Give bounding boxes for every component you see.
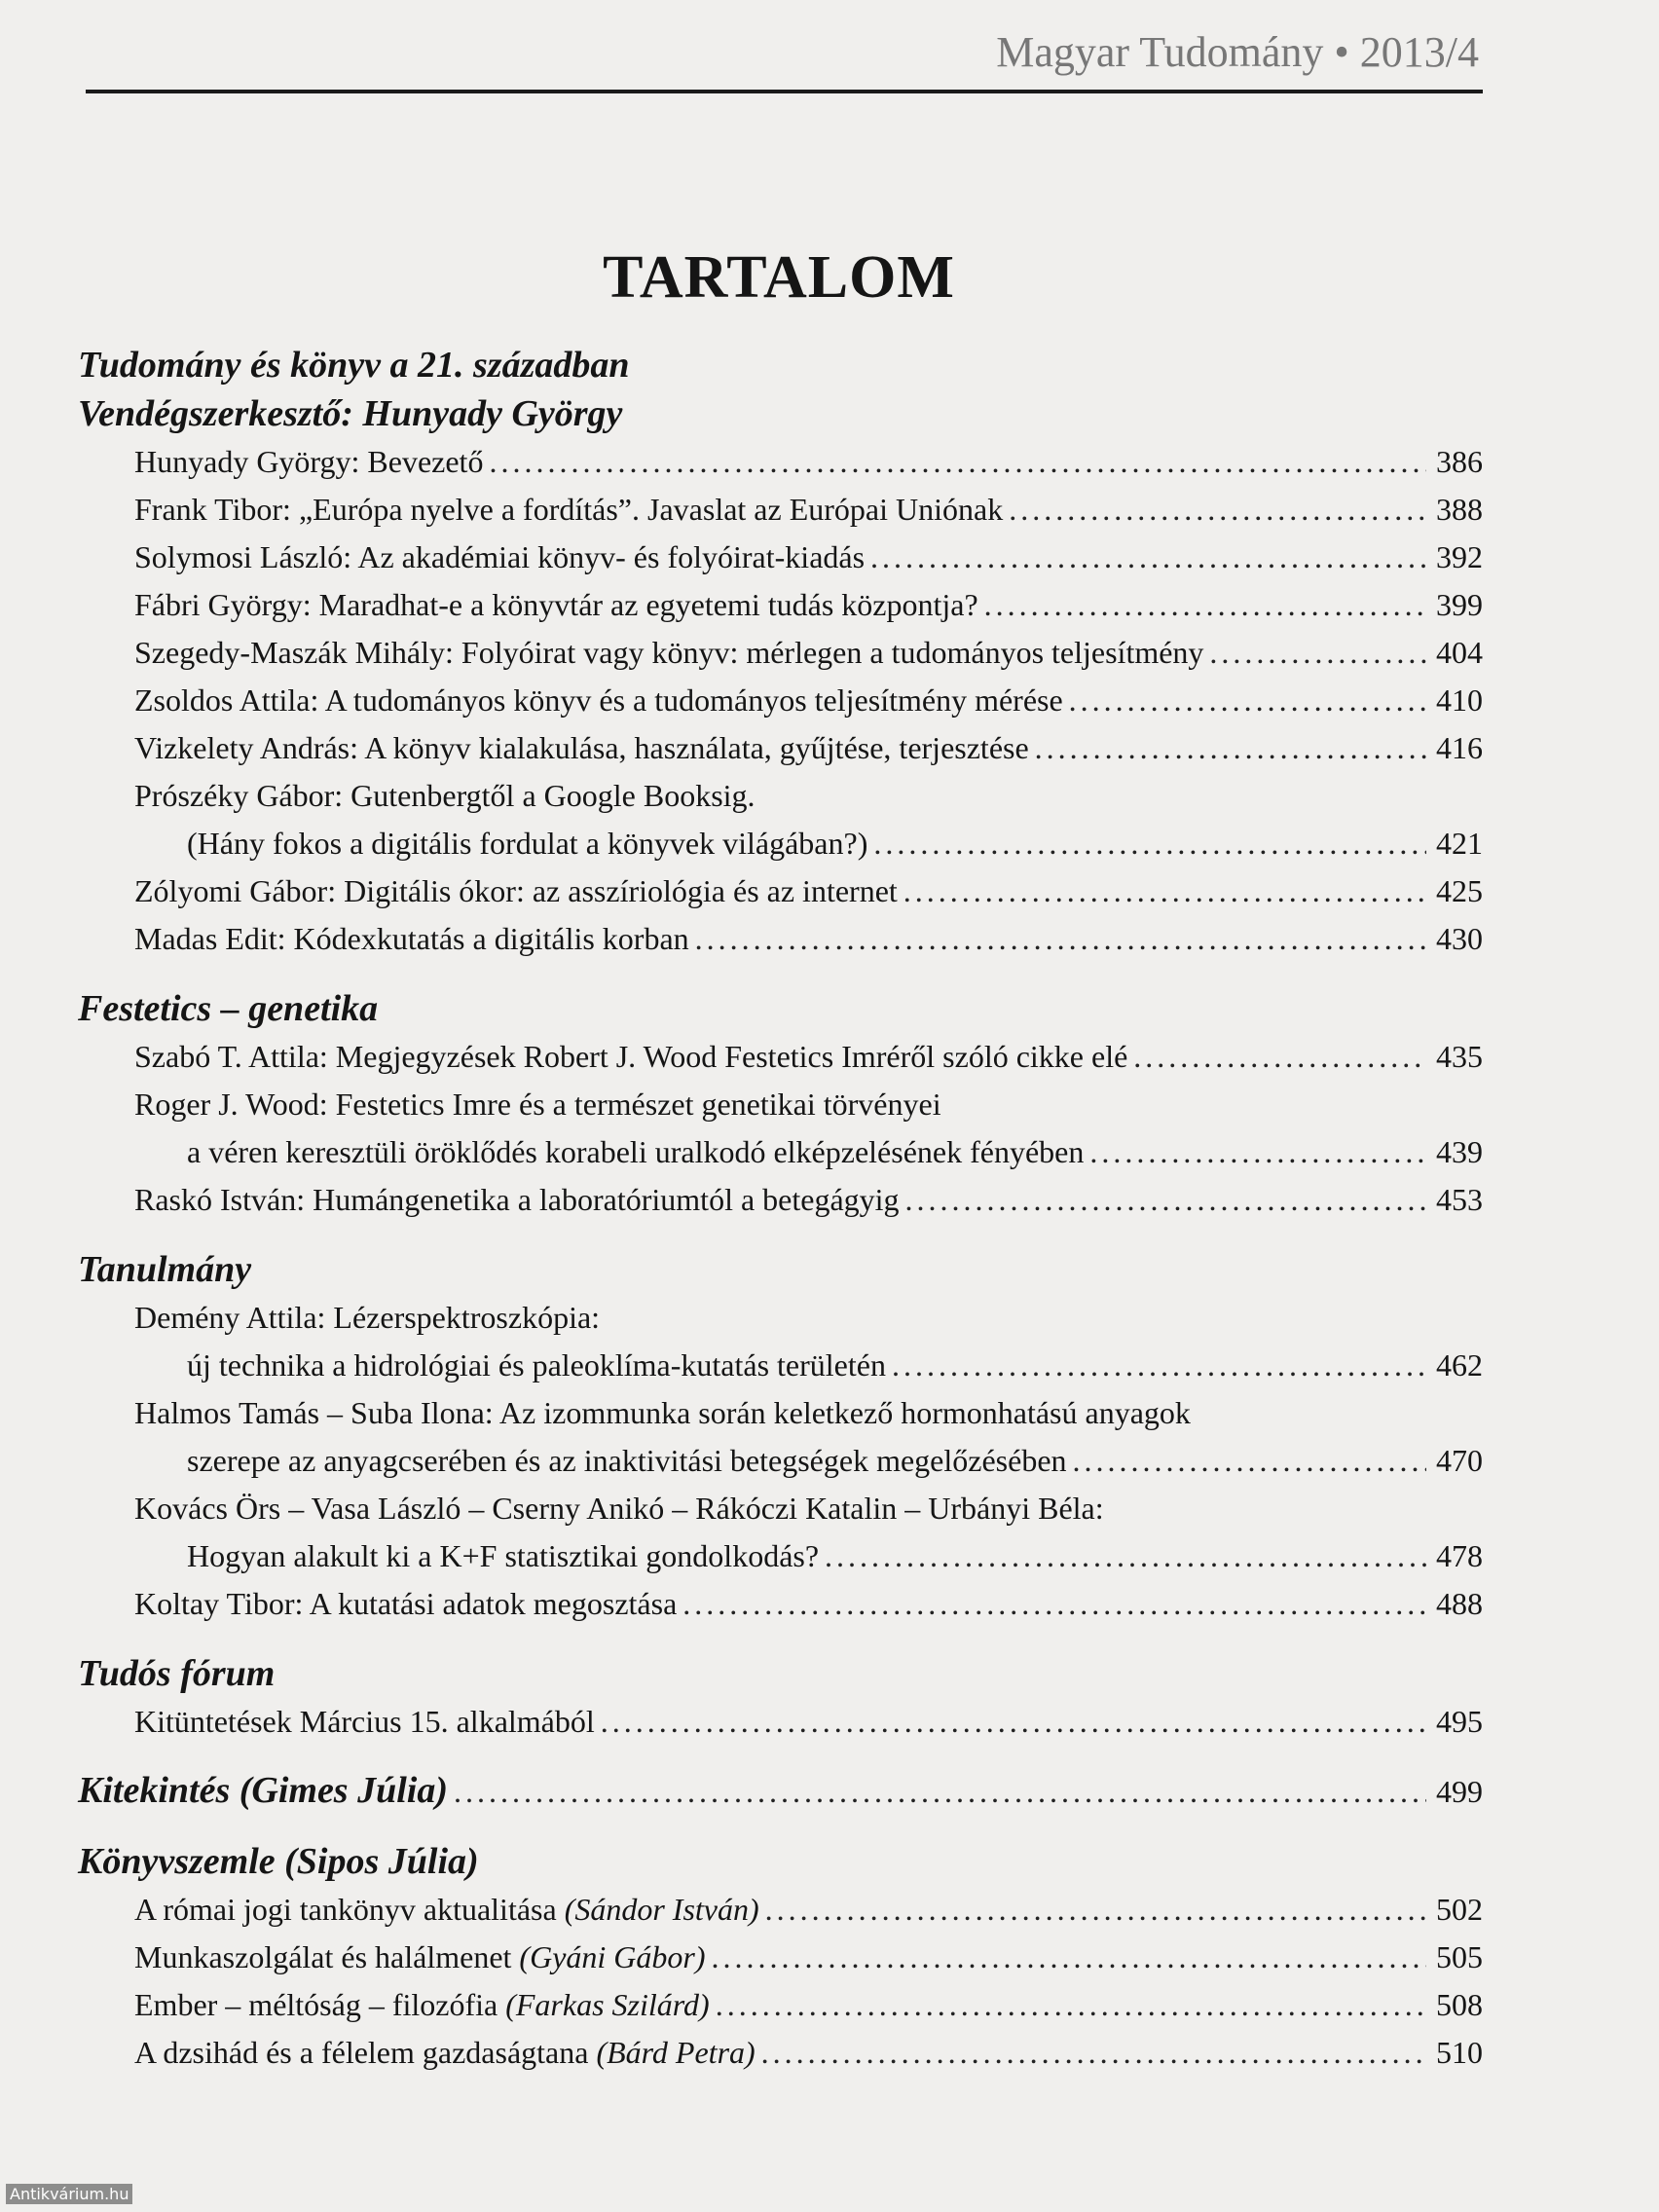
page-number: 495 (1436, 1704, 1483, 1739)
leader-dots (682, 1580, 1426, 1628)
running-head: Magyar Tudomány • 2013/4 (996, 28, 1479, 76)
toc-entry-line1: Halmos Tamás – Suba Ilona: Az izommunka során keletkező hormonhatású anyagok (134, 1395, 1191, 1430)
page-number: 453 (1436, 1182, 1483, 1217)
leader-dots (1089, 1128, 1426, 1176)
reviewer: (Bárd Petra) (596, 2035, 756, 2070)
reviewer: (Farkas Szilárd) (505, 1987, 710, 2022)
page-number: 435 (1436, 1039, 1483, 1074)
toc-section (78, 341, 1483, 963)
page-number: 386 (1436, 444, 1483, 479)
toc-entry: Szabó T. Attila: Megjegyzések Robert J. Wood Festetics Imréről szóló cikke elé ..... 435 (78, 1033, 1483, 1081)
page-number: 505 (1436, 1939, 1483, 1974)
toc-entry: A római jogi tankönyv aktualitása (Sándor István) ..... 502 (78, 1886, 1483, 1934)
leader-dots (761, 2029, 1426, 2077)
toc-entry: szerepe az anyagcserében és az inaktivitási betegségek megelőzésében ..... 470 (78, 1437, 1483, 1485)
reviewer: (Gyáni Gábor) (519, 1939, 706, 1974)
leader-dots (716, 1981, 1426, 2029)
leader-dots (905, 1176, 1426, 1224)
leader-dots (825, 1532, 1426, 1580)
page-number: 488 (1436, 1586, 1483, 1621)
toc-entry: a véren keresztüli öröklődés korabeli uralkodó elképzelésének fényében ..... 439 (78, 1128, 1483, 1176)
section-title: Tanulmány (78, 1249, 252, 1290)
toc-entry: Munkaszolgálat és halálmenet (Gyáni Gábor) ..... 505 (78, 1934, 1483, 1981)
leader-dots (765, 1886, 1426, 1934)
leader-dots (873, 820, 1426, 867)
toc-entry: Kitekintés (Gimes Júlia) ..... 499 (78, 1767, 1483, 1816)
page-number: 478 (1436, 1538, 1483, 1573)
toc-entry: Hunyady György: Bevezető ..... 386 (78, 438, 1483, 486)
toc-entry: Hogyan alakult ki a K+F statisztikai gondolkodás? ..... 478 (78, 1532, 1483, 1580)
page-number: 502 (1436, 1892, 1483, 1927)
page-number: 388 (1436, 492, 1483, 527)
page-number: 410 (1436, 682, 1483, 718)
toc-entry: Frank Tibor: „Európa nyelve a fordítás”. Javaslat az Európai Uniónak ..... 388 (78, 486, 1483, 534)
toc-section (78, 1245, 1483, 1628)
toc-entry: Koltay Tibor: A kutatási adatok megosztása ..... 488 (78, 1580, 1483, 1628)
toc-section (78, 1767, 1483, 1816)
toc-section (78, 984, 1483, 1224)
section-subtitle: Vendégszerkesztő: Hunyady György (78, 393, 623, 434)
toc-entry: A dzsihád és a félelem gazdaságtana (Bárd Petra) ..... 510 (78, 2029, 1483, 2077)
leader-dots (695, 915, 1426, 963)
leader-dots (601, 1698, 1426, 1746)
leader-dots (892, 1342, 1426, 1389)
header-rule (86, 90, 1483, 93)
toc-entry: Solymosi László: Az akadémiai könyv- és folyóirat-kiadás ..... 392 (78, 534, 1483, 581)
toc-entry-line1: Prószéky Gábor: Gutenbergtől a Google Booksig. (134, 778, 756, 813)
page-title: TARTALOM (603, 244, 955, 311)
section-title: Könyvszemle (Sipos Júlia) (78, 1841, 479, 1882)
toc-entry: Ember – méltóság – filozófia (Farkas Szilárd) ..... 508 (78, 1981, 1483, 2029)
toc-entry: Madas Edit: Kódexkutatás a digitális korban ..... 430 (78, 915, 1483, 963)
page-number: 425 (1436, 873, 1483, 908)
page-number: 392 (1436, 539, 1483, 574)
leader-dots (1009, 486, 1426, 534)
leader-dots (1035, 724, 1426, 772)
page-number: 499 (1436, 1774, 1483, 1809)
page-number: 462 (1436, 1347, 1483, 1382)
leader-dots (870, 534, 1426, 581)
toc-entry-line1: Demény Attila: Lézerspektroszkópia: (134, 1300, 601, 1335)
page-number: 416 (1436, 730, 1483, 765)
toc-section (78, 1649, 1483, 1746)
page-number: 404 (1436, 635, 1483, 670)
page-number: 430 (1436, 921, 1483, 956)
page-number: 510 (1436, 2035, 1483, 2070)
toc-section (78, 1837, 1483, 2077)
toc-entry-line1: Roger J. Wood: Festetics Imre és a természet genetikai törvényei (134, 1087, 941, 1122)
toc-entry: Kitüntetések Március 15. alkalmából ..... 495 (78, 1698, 1483, 1746)
leader-dots (1209, 629, 1426, 677)
table-of-contents (78, 341, 1483, 2098)
toc-entry: Szegedy-Maszák Mihály: Folyóirat vagy könyv: mérlegen a tudományos teljesítmény ..... 404 (78, 629, 1483, 677)
leader-dots (454, 1768, 1426, 1816)
reviewer: (Sándor István) (564, 1892, 759, 1927)
leader-dots (984, 581, 1426, 629)
toc-entry: Zsoldos Attila: A tudományos könyv és a tudományos teljesítmény mérése ..... 410 (78, 677, 1483, 724)
page-number: 508 (1436, 1987, 1483, 2022)
leader-dots (712, 1934, 1427, 1981)
toc-entry: Zólyomi Gábor: Digitális ókor: az asszíriológia és az internet ..... 425 (78, 867, 1483, 915)
page-number: 439 (1436, 1134, 1483, 1169)
toc-entry: (Hány fokos a digitális fordulat a könyvek világában?) ..... 421 (78, 820, 1483, 867)
page-number: 421 (1436, 826, 1483, 861)
section-title: Tudós fórum (78, 1653, 276, 1694)
section-title: Festetics – genetika (78, 988, 379, 1029)
toc-entry: Raskó István: Humángenetika a laboratóriumtól a betegágyig ..... 453 (78, 1176, 1483, 1224)
toc-entry: új technika a hidrológiai és paleoklíma-kutatás területén ..... 462 (78, 1342, 1483, 1389)
page-number: 470 (1436, 1443, 1483, 1478)
toc-entry: Fábri György: Maradhat-e a könyvtár az egyetemi tudás központja? ..... 399 (78, 581, 1483, 629)
page-number: 399 (1436, 587, 1483, 622)
leader-dots (1069, 677, 1426, 724)
watermark: Antikvárium.hu (6, 2184, 132, 2204)
leader-dots (903, 867, 1426, 915)
leader-dots (1133, 1033, 1426, 1081)
toc-entry-line1: Kovács Örs – Vasa László – Cserny Anikó – Rákóczi Katalin – Urbányi Béla: (134, 1491, 1104, 1526)
leader-dots (1073, 1437, 1426, 1485)
leader-dots (489, 438, 1426, 486)
section-title: Tudomány és könyv a 21. században (78, 345, 630, 386)
toc-entry: Vizkelety András: A könyv kialakulása, használata, gyűjtése, terjesztése ..... 416 (78, 724, 1483, 772)
